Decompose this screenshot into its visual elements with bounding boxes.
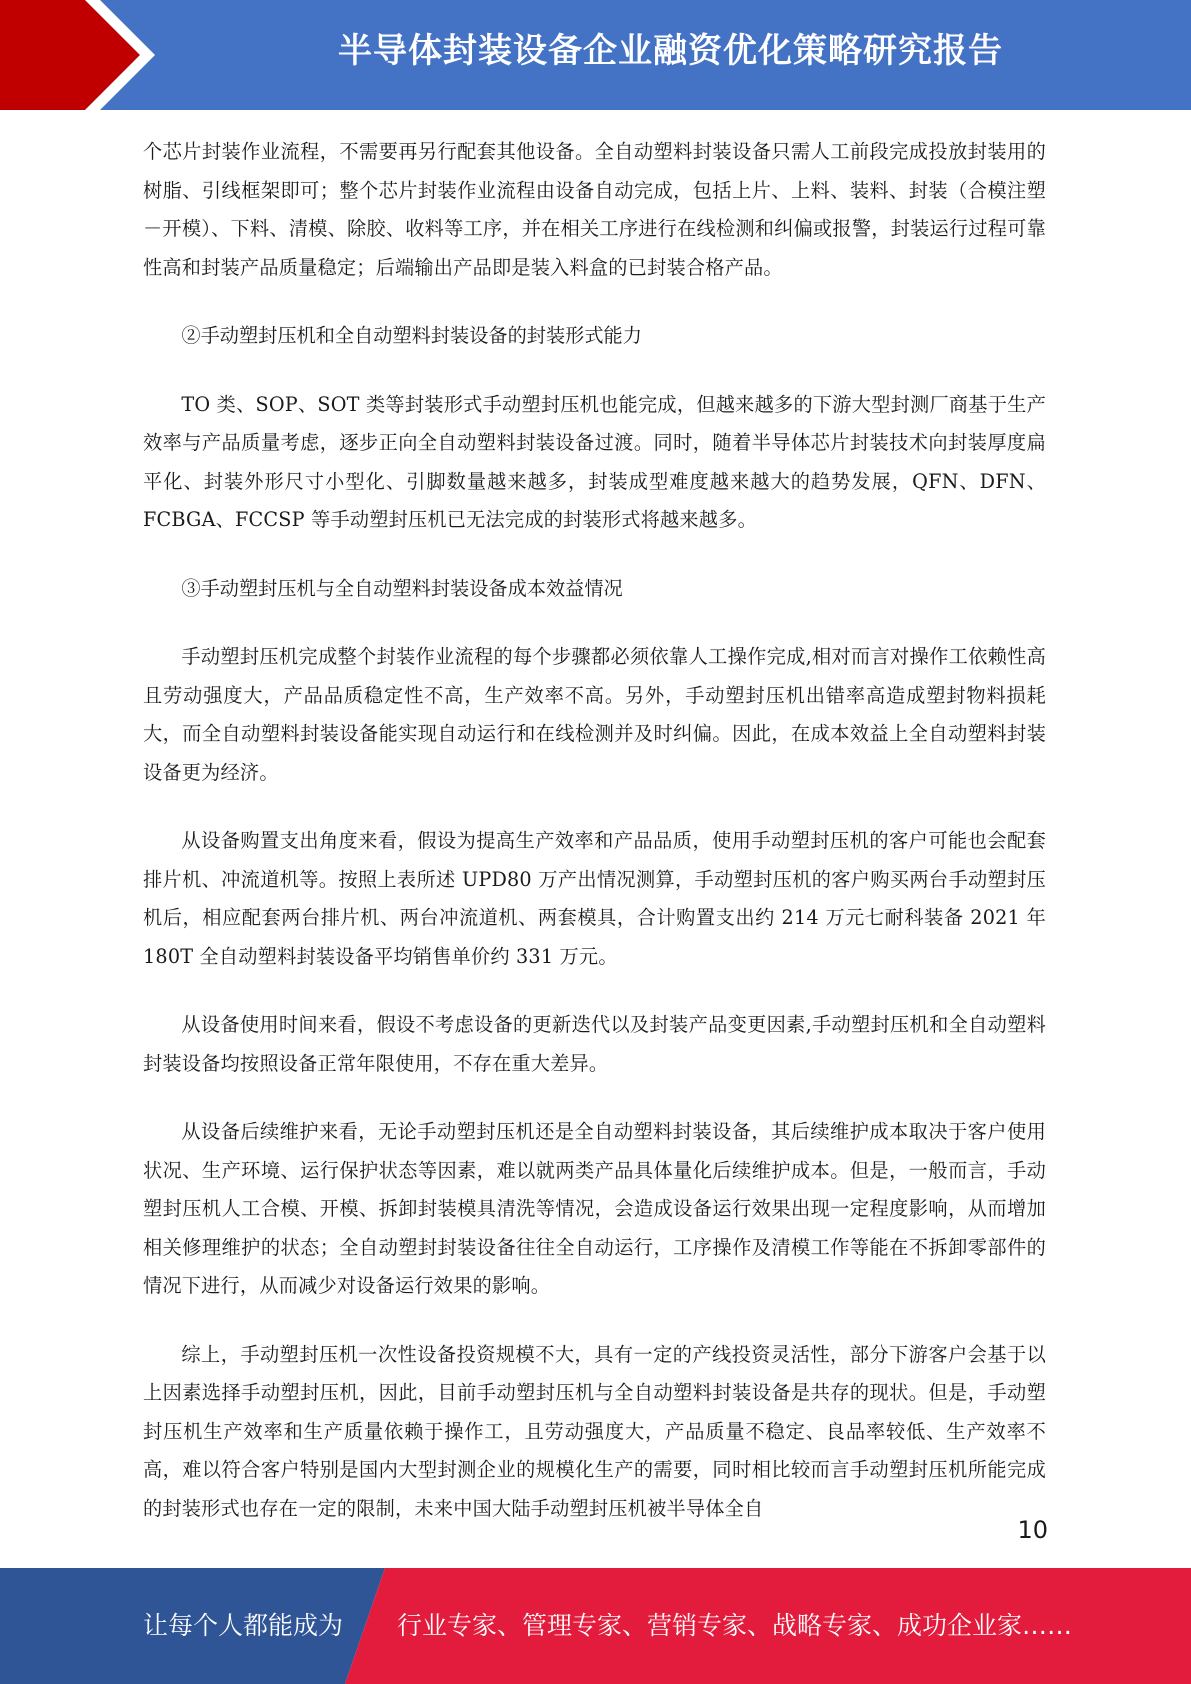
paragraph-6: 从设备后续维护来看，无论手动塑封压机还是全自动塑料封装设备，其后续维护成本取决于客户使用状况、生产环境、运行保护状态等因素，难以就两类产品具体量化后续维护成本。但是，一般而言，手动塑封压机人工合模、开模、拆卸封装模具清洗等情况，会造成设备运行效果出现一定程度影响，从而增加相关修理维护的状态；全自动塑封封装设备往往全自动运行，工序操作及清模工作等能在不拆卸零部件的情况下进行，从而减少对设备运行效果的影响。	[143, 1120, 1046, 1297]
section-heading-2: ②手动塑封压机和全自动塑料封装设备的封装形式能力	[181, 324, 642, 347]
paragraph-3: 手动塑封压机完成整个封装作业流程的每个步骤都必须依靠人工操作完成,相对而言对操作工依赖性高且劳动强度大，产品品质稳定性不高，生产效率不高。另外，手动塑封压机出错率高造成塑封物料损耗大，而全自动塑料封装设备能实现自动运行和在线检测并及时纠偏。因此，在成本效益上全自动塑料封装设备更为经济。	[143, 645, 1046, 784]
paragraph-4: 从设备购置支出角度来看，假设为提高生产效率和产品品质，使用手动塑封压机的客户可能也会配套排片机、冲流道机等。按照上表所述 UPD80 万产出情况测算，手动塑封压机的客户购买两台手动塑封压机后，相应配套两台排片机、两台冲流道机、两套模具，合计购置支出约 214 万元七耐科装备 2021 年 180T 全自动塑料封装设备平均销售单价约 331 万元。	[143, 829, 1046, 968]
page-number: 10	[1017, 1516, 1048, 1544]
paragraph-7: 综上，手动塑封压机一次性设备投资规模不大，具有一定的产线投资灵活性，部分下游客户会基于以上因素选择手动塑封压机，因此，目前手动塑封压机与全自动塑料封装设备是共存的现状。但是，手动塑封压机生产效率和生产质量依赖于操作工，且劳动强度大，产品质量不稳定、良品率较低、生产效率不高，难以符合客户特别是国内大型封测企业的规模化生产的需要，同时相比较而言手动塑封压机所能完成的封装形式也存在一定的限制，未来中国大陆手动塑封压机被半导体全自	[143, 1342, 1046, 1520]
footer-slogan-left: 让每个人都能成为	[143, 1611, 344, 1640]
page-footer	[0, 1568, 1191, 1684]
paragraph-1: 个芯片封装作业流程，不需要再另行配套其他设备。全自动塑料封装设备只需人工前段完成投放封装用的树脂、引线框架即可；整个芯片封装作业流程由设备自动完成，包括上片、上料、装料、封装（合模注塑－开模）、下料、清模、除胶、收料等工序，并在相关工序进行在线检测和纠偏或报警，封装运行过程可靠性高和封装产品质量稳定；后端输出产品即是装入料盒的已封装合格产品。	[143, 140, 1046, 279]
page-header	[0, 0, 1191, 110]
paragraph-2: TO 类、SOP、SOT 类等封装形式手动塑封压机也能完成，但越来越多的下游大型封测厂商基于生产效率与产品质量考虑，逐步正向全自动塑料封装设备过渡。同时，随着半导体芯片封装技术向封装厚度扁平化、封装外形尺寸小型化、引脚数量越来越多，封装成型难度越来越大的趋势发展，QFN、DFN、FCBGA、FCCSP 等手动塑封压机已无法完成的封装形式将越来越多。	[143, 392, 1046, 531]
header-red-arrow-icon	[0, 0, 140, 110]
document-body	[143, 133, 1046, 1528]
header-arrow-decoration	[0, 0, 160, 110]
section-heading-3: ③手动塑封压机与全自动塑料封装设备成本效益情况	[181, 576, 623, 600]
footer-slogan-right: 行业专家、管理专家、营销专家、战略专家、成功企业家……	[397, 1611, 1073, 1640]
paragraph-5: 从设备使用时间来看，假设不考虑设备的更新迭代以及封装产品变更因素,手动塑封压机和全自动塑料封装设备均按照设备正常年限使用，不存在重大差异。	[143, 1013, 1046, 1075]
document-title: 半导体封装设备企业融资优化策略研究报告	[338, 31, 1003, 71]
